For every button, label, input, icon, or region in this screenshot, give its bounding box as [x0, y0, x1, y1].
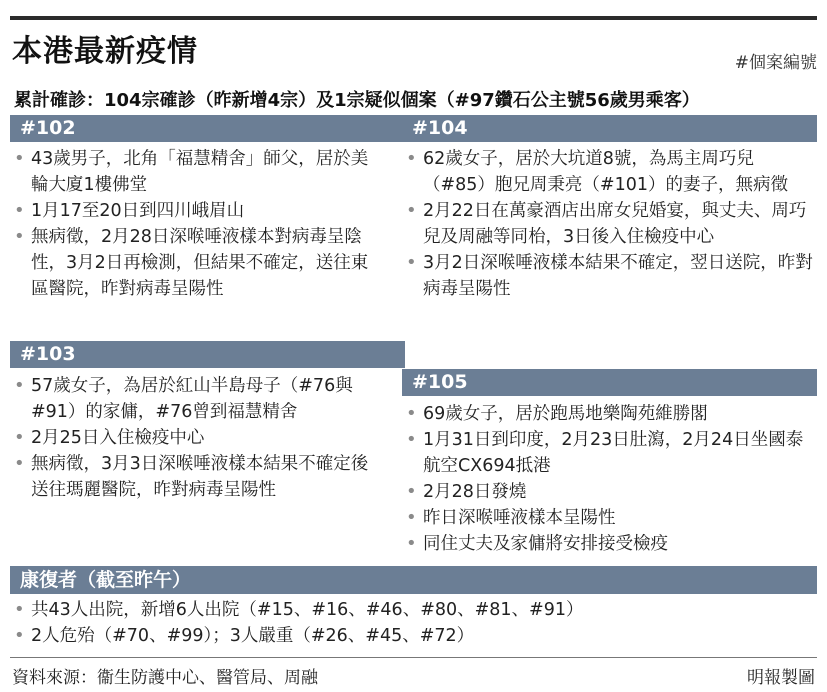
- list-item: • 2人危殆（#70、#99）；3人嚴重（#26、#45、#72）: [10, 623, 810, 649]
- source-note: 資料來源：衞生防護中心、醫管局、周融: [12, 668, 318, 688]
- list-item: • 2月28日發燒: [402, 479, 814, 505]
- list-item: • 2月25日入住檢疫中心: [10, 425, 378, 451]
- case-header-103: #103: [10, 341, 405, 368]
- list-item: • 1月17至20日到四川峨眉山: [10, 198, 378, 224]
- case-header-105: #105: [402, 369, 817, 396]
- case-number-tag: #個案編號: [734, 53, 817, 73]
- list-item: • 69歲女子，居於跑馬地樂陶苑維勝閣: [402, 401, 814, 427]
- list-item: • 62歲女子，居於大坑道8號，為馬主周巧兒（#85）胞兄周秉亮（#101）的妻子，無病徵: [402, 146, 814, 198]
- list-item: • 43歲男子，北角「福慧精舍」師父，居於美輪大廈1樓佛堂: [10, 146, 378, 198]
- confirmed-summary: 累計確診：104宗確診（昨新增4宗）及1宗疑似個案（#97鑽石公主號56歲男乘客）: [14, 90, 700, 111]
- case-list-102: [10, 146, 378, 302]
- page-title: 本港最新疫情: [12, 34, 198, 69]
- list-item: • 同住丈夫及家傭將安排接受檢疫: [402, 531, 814, 557]
- case-list-104: [402, 146, 814, 302]
- list-item: • 無病徵，3月3日深喉唾液樣本結果不確定後送往瑪麗醫院，昨對病毒呈陽性: [10, 451, 378, 503]
- list-item: • 3月2日深喉唾液樣本結果不確定，翌日送院，昨對病毒呈陽性: [402, 250, 814, 302]
- case-list-105: [402, 401, 814, 557]
- top-rule: [10, 16, 817, 20]
- list-item: • 昨日深喉唾液樣本呈陽性: [402, 505, 814, 531]
- recovered-header: 康復者（截至昨午）: [10, 566, 817, 594]
- case-list-103: [10, 373, 378, 503]
- case-header-104: #104: [402, 115, 817, 142]
- case-header-102: #102: [10, 115, 405, 142]
- list-item: • 57歲女子，為居於紅山半島母子（#76與#91）的家傭，#76曾到福慧精舍: [10, 373, 378, 425]
- list-item: • 無病徵，2月28日深喉唾液樣本對病毒呈陰性，3月2日再檢測，但結果不確定，送往東區醫院，昨對病毒呈陽性: [10, 224, 378, 302]
- graphic-credit: 明報製圖: [747, 668, 815, 688]
- list-item: • 2月22日在萬豪酒店出席女兒婚宴，與丈夫、周巧兒及周融等同枱，3日後入住檢疫中心: [402, 198, 814, 250]
- list-item: • 1月31日到印度，2月23日肚瀉，2月24日坐國泰航空CX694抵港: [402, 427, 814, 479]
- list-item: • 共43人出院，新增6人出院（#15、#16、#46、#80、#81、#91）: [10, 597, 810, 623]
- footer-rule: [10, 657, 817, 658]
- recovered-list: [10, 597, 810, 649]
